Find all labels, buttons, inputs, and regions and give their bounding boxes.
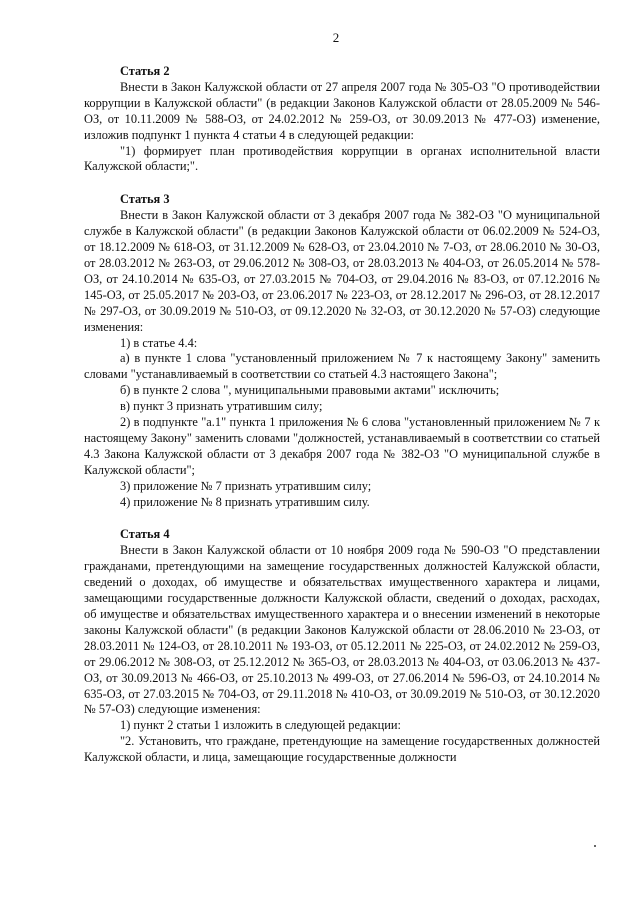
paragraph: Внести в Закон Калужской области от 3 декабря 2007 года № 382-ОЗ "О муниципальной службе в Калужской области" (в редакции Законов Калужской области от 06.02.2009 № 524-ОЗ, от 18.12.2009 № 618-ОЗ, от 31.12.2009 № 628-ОЗ, от 23.04.2010 № 7-ОЗ, от 28.06.2010 № 30-ОЗ, от 28.03.2012 № 263-ОЗ, от 29.06.2012 № 308-ОЗ, от 28.03.2013 № 404-ОЗ, от 26.05.2014 № 578-ОЗ, от 24.10.2014 № 635-ОЗ, от 27.03.2015 № 704-ОЗ, от 29.04.2016 № 83-ОЗ, от 07.12.2016 № 145-ОЗ, от 25.05.2017 № 203-ОЗ, от 23.06.2017 № 223-ОЗ, от 28.12.2017 № 296-ОЗ, от 28.12.2017 № 297-ОЗ, от 30.09.2019 № 510-ОЗ, от 09.12.2020 № 32-ОЗ, от 30.12.2020 № 57-ОЗ) следующие изменения: (84, 208, 600, 334)
list-item: 3) приложение № 7 признать утратившим силу; (120, 478, 372, 493)
list-item: 1) в статье 4.4: (120, 335, 198, 350)
article-4 (84, 527, 600, 766)
list-item: а) в пункте 1 слова "установленный приложением № 7 к настоящему Закону" заменить словами "устанавливаемый в соответствии со статьей 4.3 настоящего Закона"; (84, 351, 600, 382)
list-item: в) пункт 3 признать утратившим силу; (120, 399, 323, 414)
paragraph: Внести в Закон Калужской области от 10 ноября 2009 года № 590-ОЗ "О представлении гражданами, претендующими на замещение государственных должностей Калужской области, сведений о доходах, об имуществе и обязательствах имущественного характера и лицами, замещающими государственные должности Калужской области, сведений о доходах, расходах, об имуществе и обязательствах имущественного характера и о внесении изменений в некоторые законы Калужской области" (в редакции Законов Калужской области от 28.06.2010 № 23-ОЗ, от 28.03.2011 № 124-ОЗ, от 28.10.2011 № 193-ОЗ, от 05.12.2011 № 225-ОЗ, от 24.02.2012 № 259-ОЗ, от 29.06.2012 № 308-ОЗ, от 25.12.2012 № 365-ОЗ, от 28.03.2013 № 404-ОЗ, от 03.06.2013 № 437-ОЗ, от 30.09.2013 № 466-ОЗ, от 25.10.2013 № 499-ОЗ, от 27.06.2014 № 596-ОЗ, от 24.10.2014 № 635-ОЗ, от 27.03.2015 № 704-ОЗ, от 29.11.2018 № 410-ОЗ, от 30.09.2019 № 510-ОЗ, от 30.12.2020 № 57-ОЗ) следующие изменения: (84, 543, 600, 717)
list-item: 1) пункт 2 статьи 1 изложить в следующей редакции: (120, 718, 402, 733)
quoted-paragraph: "2. Установить, что граждане, претендующие на замещение государственных должностей Калужской области, и лица, замещающие государственные должности (84, 734, 600, 765)
document-body (84, 64, 600, 783)
list-item: 2) в подпункте "а.1" пункта 1 приложения № 6 слова "установленный приложением № 7 к настоящему Закону" заменить словами "должностей, устанавливаемый в соответствии со статьей 4.3 Закона Калужской области от 3 декабря 2007 года № 382-ОЗ "О муниципальной службе в Калужской области"; (84, 415, 600, 477)
article-title: Статья 2 (120, 64, 170, 78)
article-2 (84, 64, 600, 175)
article-title: Статья 4 (120, 527, 170, 542)
list-item: 4) приложение № 8 признать утратившим силу. (120, 494, 370, 509)
scan-mark (594, 845, 596, 847)
article-title: Статья 3 (120, 192, 170, 207)
quoted-paragraph: "1) формирует план противодействия коррупции в органах исполнительной власти Калужской области;". (84, 143, 600, 174)
article-3 (84, 192, 600, 510)
page-number: 2 (332, 30, 340, 45)
list-item: б) в пункте 2 слова ", муниципальными правовыми актами" исключить; (120, 383, 500, 398)
paragraph: Внести в Закон Калужской области от 27 апреля 2007 года № 305-ОЗ "О противодействии коррупции в Калужской области" (в редакции Законов Калужской области от 28.05.2009 № 546-ОЗ, от 10.11.2009 № 588-ОЗ, от 24.02.2012 № 259-ОЗ, от 30.09.2013 № 477-ОЗ) изменение, изложив подпункт 1 пункта 4 статьи 4 в следующей редакции: (84, 79, 600, 142)
